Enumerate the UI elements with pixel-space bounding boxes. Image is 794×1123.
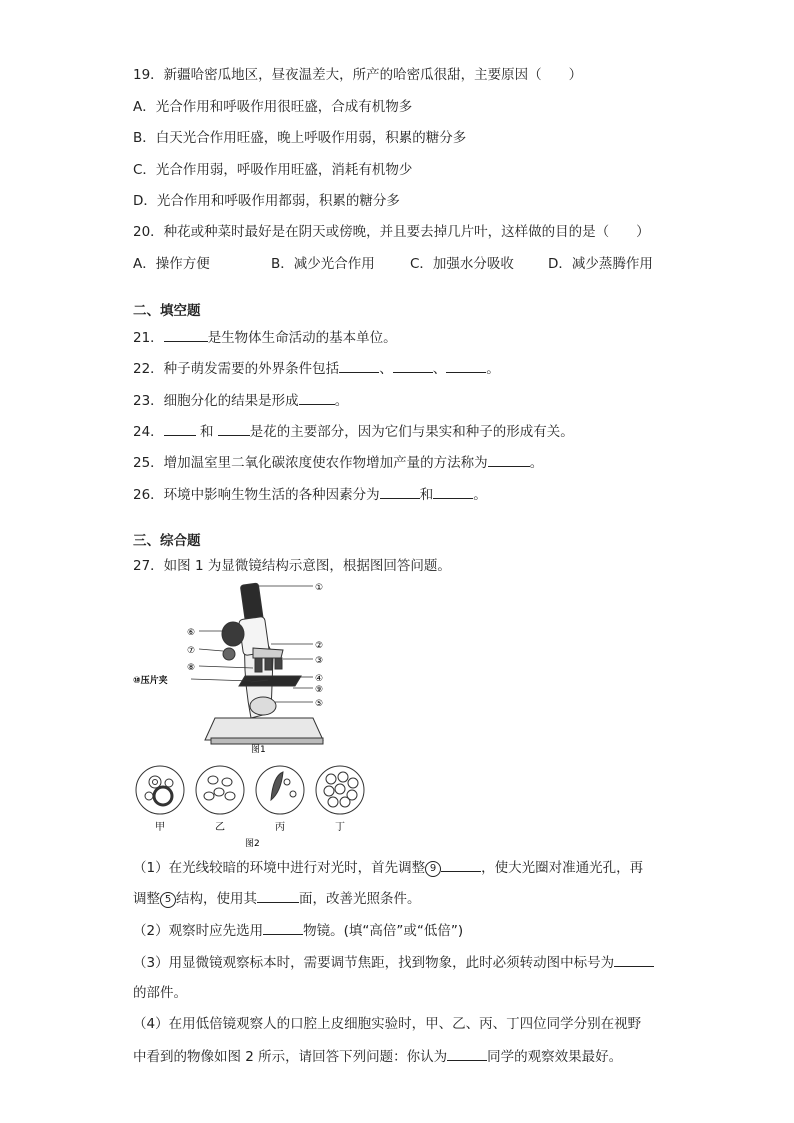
- q24-blank-2: [218, 421, 250, 436]
- q27-p1-blank-1: [441, 857, 481, 872]
- q27-part3-line1: [133, 952, 654, 973]
- q27-part4-line2: [133, 1046, 622, 1067]
- figure-1-caption: 图1: [251, 745, 266, 755]
- q22-blank-3: [446, 358, 486, 373]
- q22-blank-2: [393, 358, 433, 373]
- q20-option-b: B．减少光合作用: [271, 256, 375, 272]
- q27-p4-text-c: 同学的观察效果最好。: [487, 1049, 623, 1065]
- q22-sep-2: 、: [432, 361, 447, 377]
- q20-option-a: A．操作方便: [133, 256, 210, 272]
- q27-p3-blank: [614, 952, 654, 967]
- label-4: ④: [315, 674, 324, 684]
- q27-p1-text-c: 调整: [133, 891, 160, 907]
- q21: [133, 327, 397, 348]
- q19-stem: 19．新疆哈密瓜地区，昼夜温差大，所产的哈密瓜很甜，主要原因（ ）: [133, 67, 583, 83]
- student-yi: 乙: [215, 822, 225, 833]
- q22-sep-1: 、: [379, 361, 393, 377]
- section-comprehensive-title: 三、综合题: [133, 533, 201, 549]
- q27-p1-text-d: 结构，使用其: [176, 891, 257, 907]
- label-6: ⑥: [187, 628, 196, 638]
- q24-number: 24．: [133, 424, 164, 440]
- microscope-illustration: [205, 583, 323, 744]
- q24: [133, 421, 574, 442]
- q20-options: [133, 254, 693, 274]
- label-2: ②: [315, 641, 324, 651]
- q26-blank-2: [433, 484, 473, 499]
- q27-p1-text-e: 面，改善光照条件。: [299, 891, 421, 907]
- q19-option-c: C．光合作用弱，呼吸作用旺盛，消耗有机物少: [133, 162, 413, 178]
- q22-text: 22．种子萌发需要的外界条件包括: [133, 361, 340, 377]
- q27-part1-line2: [133, 888, 421, 909]
- q27-stem: 27．如图 1 为显微镜结构示意图，根据图回答问题。: [133, 558, 451, 574]
- q27-p1-text-a: （1）在光线较暗的环境中进行对光时，首先调整: [133, 860, 426, 876]
- q27-part1-line1: [133, 857, 643, 878]
- q27-p2-blank: [263, 920, 303, 935]
- field-of-view-yi: [196, 766, 244, 814]
- field-of-view-ding: [316, 766, 364, 814]
- q27-p1-circle-5: 5: [160, 892, 176, 908]
- label-3: ③: [315, 656, 324, 666]
- student-bing: 丙: [275, 822, 285, 833]
- q22: [133, 358, 500, 379]
- label-8: ⑧: [187, 663, 196, 673]
- q19-option-d: D．光合作用和呼吸作用都弱，积累的糖分多: [133, 193, 400, 209]
- q27-p1-text-b: ，使大光圈对准通光孔，再: [481, 860, 644, 876]
- q19-option-b: B．白天光合作用旺盛，晚上呼吸作用弱，积累的糖分多: [133, 130, 467, 146]
- q26: [133, 484, 487, 505]
- q23-end: 。: [334, 393, 349, 409]
- figure-2-caption: 图2: [245, 839, 260, 849]
- q21-blank: [164, 327, 208, 342]
- field-of-view-bing: [256, 766, 304, 814]
- microscope-figure: [133, 578, 383, 850]
- q27-part3-line2: 的部件。: [133, 985, 187, 1001]
- student-jia: 甲: [155, 822, 165, 833]
- q27-p4-blank: [447, 1046, 487, 1061]
- q27-p2-text-a: （2）观察时应先选用: [133, 923, 264, 939]
- q27-p1-circle-9: 9: [425, 861, 441, 877]
- q26-mid: 和: [419, 487, 434, 503]
- label-10-clip: ⑩压片夹: [133, 676, 168, 686]
- label-9: ⑨: [315, 685, 324, 695]
- q23-text: 23．细胞分化的结果是形成: [133, 393, 299, 409]
- q25-end: 。: [529, 455, 544, 471]
- student-ding: 丁: [335, 822, 345, 833]
- q27-p2-text-b: 物镜。(填“高倍”或“低倍”): [303, 923, 464, 939]
- q20-option-c: C．加强水分吸收: [410, 256, 514, 272]
- q23: [133, 390, 348, 411]
- q26-end: 。: [473, 487, 487, 503]
- q22-blank-1: [339, 358, 379, 373]
- q25-text: 25．增加温室里二氧化碳浓度使农作物增加产量的方法称为: [133, 455, 488, 471]
- q22-end: 。: [486, 361, 500, 377]
- q25: [133, 452, 543, 473]
- label-7: ⑦: [187, 646, 196, 656]
- q27-p3-text-a: （3）用显微镜观察标本时，需要调节焦距，找到物象，此时必须转动图中标号为: [133, 955, 615, 971]
- q27-part4-line1: （4）在用低倍镜观察人的口腔上皮细胞实验时，甲、乙、丙、丁四位同学分别在视野: [133, 1016, 642, 1032]
- q27-p1-blank-2: [257, 888, 299, 903]
- field-of-view-jia: [136, 766, 184, 814]
- q20-stem: 20．种花或种菜时最好是在阴天或傍晚，并且要去掉几片叶，这样做的目的是（ ）: [133, 224, 650, 240]
- q19-option-a: A．光合作用和呼吸作用很旺盛，合成有机物多: [133, 99, 413, 115]
- q25-blank: [488, 452, 530, 467]
- section-fill-in-title: 二、填空题: [133, 303, 201, 319]
- label-5: ⑤: [315, 699, 324, 709]
- q20-option-d: D．减少蒸腾作用: [548, 256, 653, 272]
- q24-blank-1: [164, 421, 196, 436]
- q21-number: 21．: [133, 330, 164, 346]
- q27-part2: [133, 920, 463, 941]
- q27-p4-text-b: 中看到的物像如图 2 所示，请回答下列问题：你认为: [133, 1049, 448, 1065]
- label-1: ①: [315, 583, 324, 593]
- q24-text: 是花的主要部分，因为它们与果实和种子的形成有关。: [249, 424, 574, 440]
- q21-text: 是生物体生命活动的基本单位。: [207, 330, 397, 346]
- q24-mid: 和: [199, 424, 218, 440]
- q26-blank-1: [380, 484, 420, 499]
- microscope-figure-svg: [133, 578, 383, 850]
- q26-text: 26．环境中影响生物生活的各种因素分为: [133, 487, 380, 503]
- q23-blank: [299, 390, 335, 405]
